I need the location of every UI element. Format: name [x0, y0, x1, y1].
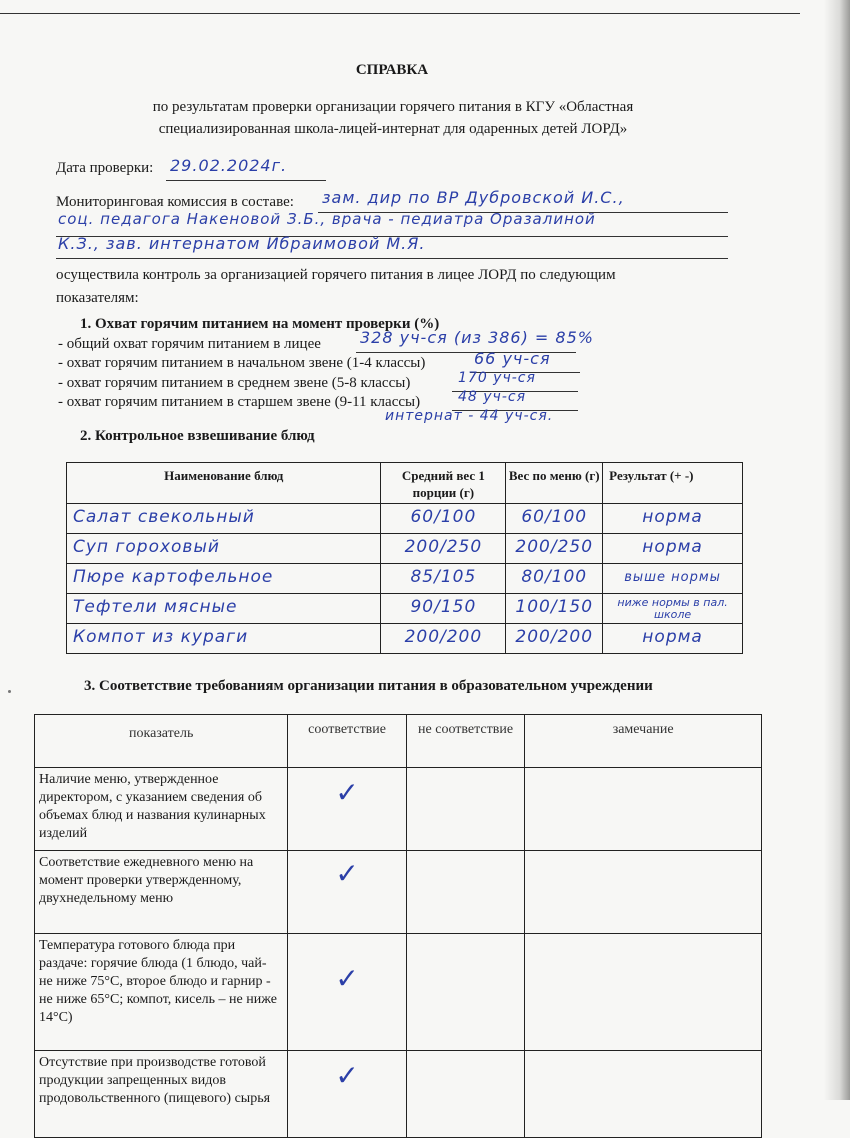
avg-weight-text: 200/250	[404, 537, 483, 557]
dish-name-text: Компот из кураги	[73, 627, 249, 647]
scan-speck	[8, 690, 11, 693]
indicator-cell: Отсутствие при производстве готовой продукции запрещенных видов продовольственного (пищевого) сырья	[35, 1051, 288, 1138]
header-remark: замечание	[525, 715, 762, 768]
header-mismatch: не соответствие	[406, 715, 524, 768]
dish-name-text: Пюре картофельное	[73, 567, 274, 587]
indicator-cell: Наличие меню, утвержденное директором, с указанием сведения об объемах блюд и названия кулинарных изделий	[35, 768, 288, 851]
subtitle-line-2: специализированная школа-лицей-интернат для одаренных детей ЛОРД»	[158, 121, 628, 137]
top-rule	[0, 13, 800, 14]
remark-cell	[525, 768, 762, 851]
mismatch-cell	[406, 934, 524, 1051]
page-edge-shadow	[824, 0, 850, 1100]
dish-name	[67, 564, 381, 594]
menu-weight-text: 200/250	[515, 537, 594, 557]
indicator-cell: Температура готового блюда при раздаче: горячие блюда (1 блюдо, чай- не ниже 75°С, второе блюдо и гарнир - не ниже 65°С; компот, кисель – не ниже 14°С)	[35, 934, 288, 1051]
boarding-coverage-note: интернат - 44 уч-ся.	[385, 408, 554, 424]
check-mark: ✓	[335, 776, 359, 809]
result	[603, 624, 743, 654]
header-indicator: показатель	[35, 715, 288, 768]
check-mark: ✓	[335, 857, 359, 890]
result	[603, 594, 743, 624]
section-2-heading: 2. Контрольное взвешивание блюд	[80, 428, 315, 444]
check-mark: ✓	[335, 962, 359, 995]
avg-weight	[381, 564, 506, 594]
avg-weight	[381, 624, 506, 654]
document-subtitle	[40, 96, 746, 140]
requirements-table	[34, 714, 762, 1138]
indicator-cell: Соответствие ежедневного меню на момент проверки утвержденному, двухнедельному меню	[35, 851, 288, 934]
coverage-senior-label: - охват горячим питанием в старшем звене (9-11 классы)	[58, 394, 421, 410]
match-cell	[288, 851, 406, 934]
weighing-row	[67, 624, 743, 654]
avg-weight-text: 60/100	[410, 507, 477, 527]
requirement-row	[35, 851, 762, 934]
header-dish-name: Наименование блюд	[67, 463, 381, 504]
commission-handwritten-3: К.З., зав. интернатом Ибраимовой М.Я.	[58, 234, 426, 253]
avg-weight-text: 90/150	[410, 597, 477, 617]
requirement-row	[35, 1051, 762, 1138]
header-avg-weight: Средний вес 1 порции (г)	[381, 463, 506, 504]
dish-name	[67, 504, 381, 534]
control-line-2: показателям:	[56, 290, 139, 306]
coverage-senior-value: 48 уч-ся	[458, 389, 526, 405]
weighing-table	[66, 462, 743, 654]
remark-cell	[525, 1051, 762, 1138]
menu-weight-text: 80/100	[521, 567, 588, 587]
weighing-row	[67, 564, 743, 594]
header-result: Результат (+ -)	[603, 463, 743, 504]
avg-weight	[381, 504, 506, 534]
dish-name-text: Салат свекольный	[73, 507, 255, 527]
subtitle-line-1: по результатам проверки организации горячего питания в КГУ «Областная	[152, 99, 634, 115]
coverage-primary-value: 66 уч-ся	[474, 349, 551, 368]
dish-name	[67, 594, 381, 624]
result	[603, 504, 743, 534]
control-line-1: осуществила контроль за организацией горячего питания в лицее ЛОРД по следующим	[56, 267, 616, 283]
check-mark: ✓	[335, 1059, 359, 1092]
dish-name	[67, 624, 381, 654]
dish-name-text: Тефтели мясные	[73, 597, 238, 617]
commission-handwritten-1: зам. дир по ВР Дубровской И.С.,	[322, 188, 625, 207]
menu-weight	[506, 594, 603, 624]
requirement-row	[35, 768, 762, 851]
coverage-middle-value: 170 уч-ся	[458, 370, 536, 386]
date-value: 29.02.2024г.	[170, 156, 288, 175]
avg-weight-text: 85/105	[410, 567, 477, 587]
requirements-table-header	[35, 715, 762, 768]
menu-weight	[506, 564, 603, 594]
menu-weight	[506, 534, 603, 564]
avg-weight	[381, 594, 506, 624]
weighing-row	[67, 594, 743, 624]
header-menu-weight: Вес по меню (г)	[506, 463, 603, 504]
weighing-row	[67, 534, 743, 564]
result-text: ниже нормы в пал. школе	[617, 596, 728, 621]
coverage-primary-label: - охват горячим питанием в начальном звене (1-4 классы)	[58, 355, 426, 371]
commission-underline-3	[56, 258, 728, 259]
result-text: норма	[642, 537, 703, 557]
result-text: норма	[642, 507, 703, 527]
menu-weight-text: 100/150	[515, 597, 594, 617]
date-underline	[166, 180, 326, 181]
commission-label: Мониторинговая комиссия в составе:	[56, 194, 294, 210]
header-match: соответствие	[288, 715, 406, 768]
menu-weight-text: 200/200	[515, 627, 594, 647]
coverage-middle-label: - охват горячим питанием в среднем звене (5-8 классы)	[58, 375, 411, 391]
remark-cell	[525, 934, 762, 1051]
match-cell	[288, 1051, 406, 1138]
section-1-heading: 1. Охват горячим питанием на момент проверки (%)	[80, 316, 440, 332]
mismatch-cell	[406, 768, 524, 851]
document-title: СПРАВКА	[355, 62, 429, 78]
avg-weight	[381, 534, 506, 564]
date-label: Дата проверки:	[56, 160, 154, 176]
mismatch-cell	[406, 851, 524, 934]
coverage-total-value: 328 уч-ся (из 386) = 85%	[360, 328, 594, 347]
requirement-row	[35, 934, 762, 1051]
result	[603, 534, 743, 564]
weighing-row	[67, 504, 743, 534]
mismatch-cell	[406, 1051, 524, 1138]
dish-name-text: Суп гороховый	[73, 537, 220, 557]
menu-weight	[506, 504, 603, 534]
commission-handwritten-2: соц. педагога Накеновой З.Б., врача - педиатра Оразалиной	[58, 210, 596, 228]
match-cell	[288, 934, 406, 1051]
weighing-table-header	[67, 463, 743, 504]
result-text: выше нормы	[624, 570, 721, 585]
menu-weight-text: 60/100	[521, 507, 588, 527]
menu-weight	[506, 624, 603, 654]
dish-name	[67, 534, 381, 564]
section-3-heading: 3. Соответствие требованиям организации питания в образовательном учреждении	[84, 678, 653, 694]
avg-weight-text: 200/200	[404, 627, 483, 647]
remark-cell	[525, 851, 762, 934]
coverage-total-label: - общий охват горячим питанием в лицее	[58, 336, 321, 352]
result	[603, 564, 743, 594]
result-text: норма	[642, 627, 703, 647]
match-cell	[288, 768, 406, 851]
